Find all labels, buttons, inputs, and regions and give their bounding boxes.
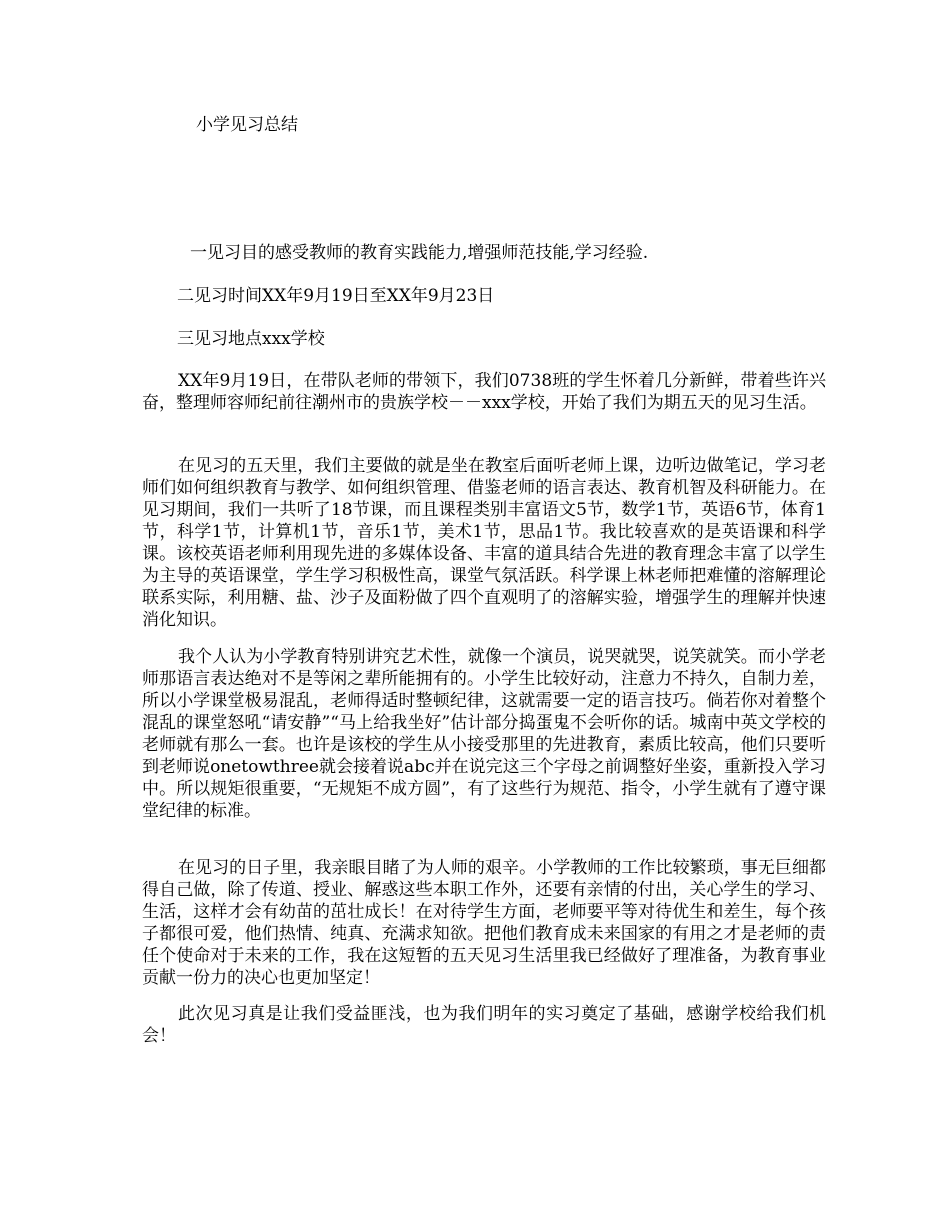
body-paragraph: XX年9月19日，在带队老师的带领下，我们0738班的学生怀着几分新鲜，带着些许兴奋，整理师容师纪前往潮州市的贵族学校－－xxx学校，开始了我们为期五天的见习生活。 xyxy=(142,371,826,413)
purpose-line: 一见习目的感受教师的教育实践能力,增强师范技能,学习经验. xyxy=(190,243,649,263)
document-title: 小学见习总结 xyxy=(196,115,298,135)
body-paragraph: 此次见习真是让我们受益匪浅，也为我们明年的实习奠定了基础，感谢学校给我们机会！ xyxy=(142,1004,826,1046)
body-paragraph: 在见习的五天里，我们主要做的就是坐在教室后面听老师上课，边听边做笔记，学习老师们如何组织教育与教学、如何组织管理、借鉴老师的语言表达、教育机智及科研能力。在见习期间，我们一共听了18节课，而且课程类别丰富语文5节，数学1节，英语6节，体育1节，科学1节，计算机1节，音乐1节，美术1节，思品1节。我比较喜欢的是英语课和科学课。该校英语老师利用现先进的多媒体设备、丰富的道具结合先进的教育理念丰富了以学生为主导的英语课堂，学生学习积极性高，课堂气氛活跃。科学课上林老师把难懂的溶解理论联系实际，利用糖、盐、沙子及面粉做了四个直观明了的溶解实验，增强学生的理解并快速消化知识。 xyxy=(142,456,826,630)
time-line: 二见习时间XX年9月19日至XX年9月23日 xyxy=(177,286,495,306)
body-paragraph: 我个人认为小学教育特别讲究艺术性，就像一个演员，说哭就哭，说笑就笑。而小学老师那语言表达绝对不是等闲之辈所能拥有的。小学生比较好动，注意力不持久，自制力差，所以小学课堂极易混乱，老师得适时整顿纪律，这就需要一定的语言技巧。倘若你对着整个混乱的课堂怒吼“请安静”“马上给我坐好”估计部分捣蛋鬼不会听你的话。城南中英文学校的老师就有那么一套。也许是该校的学生从小接受那里的先进教育，素质比较高，他们只要听到老师说onetowthree就会接着说abc并在说完这三个字母之前调整好坐姿，重新投入学习中。所以规矩很重要，“无规矩不成方圆”，有了这些行为规范、指令，小学生就有了遵守课堂纪律的标准。 xyxy=(142,647,826,821)
body-paragraph: 在见习的日子里，我亲眼目睹了为人师的艰辛。小学教师的工作比较繁琐，事无巨细都得自己做，除了传道、授业、解惑这些本职工作外，还要有亲情的付出，关心学生的学习、生活，这样才会有幼苗的茁壮成长！在对待学生方面，老师要平等对待优生和差生，每个孩子都很可爱，他们热情、纯真、充满求知欲。把他们教育成未来国家的有用之才是老师的责任个使命对于未来的工作，我在这短暂的五天见习生活里我已经做好了理准备，为教育事业贡献一份力的决心也更加坚定！ xyxy=(142,858,826,988)
place-line: 三见习地点xxx学校 xyxy=(177,329,325,349)
